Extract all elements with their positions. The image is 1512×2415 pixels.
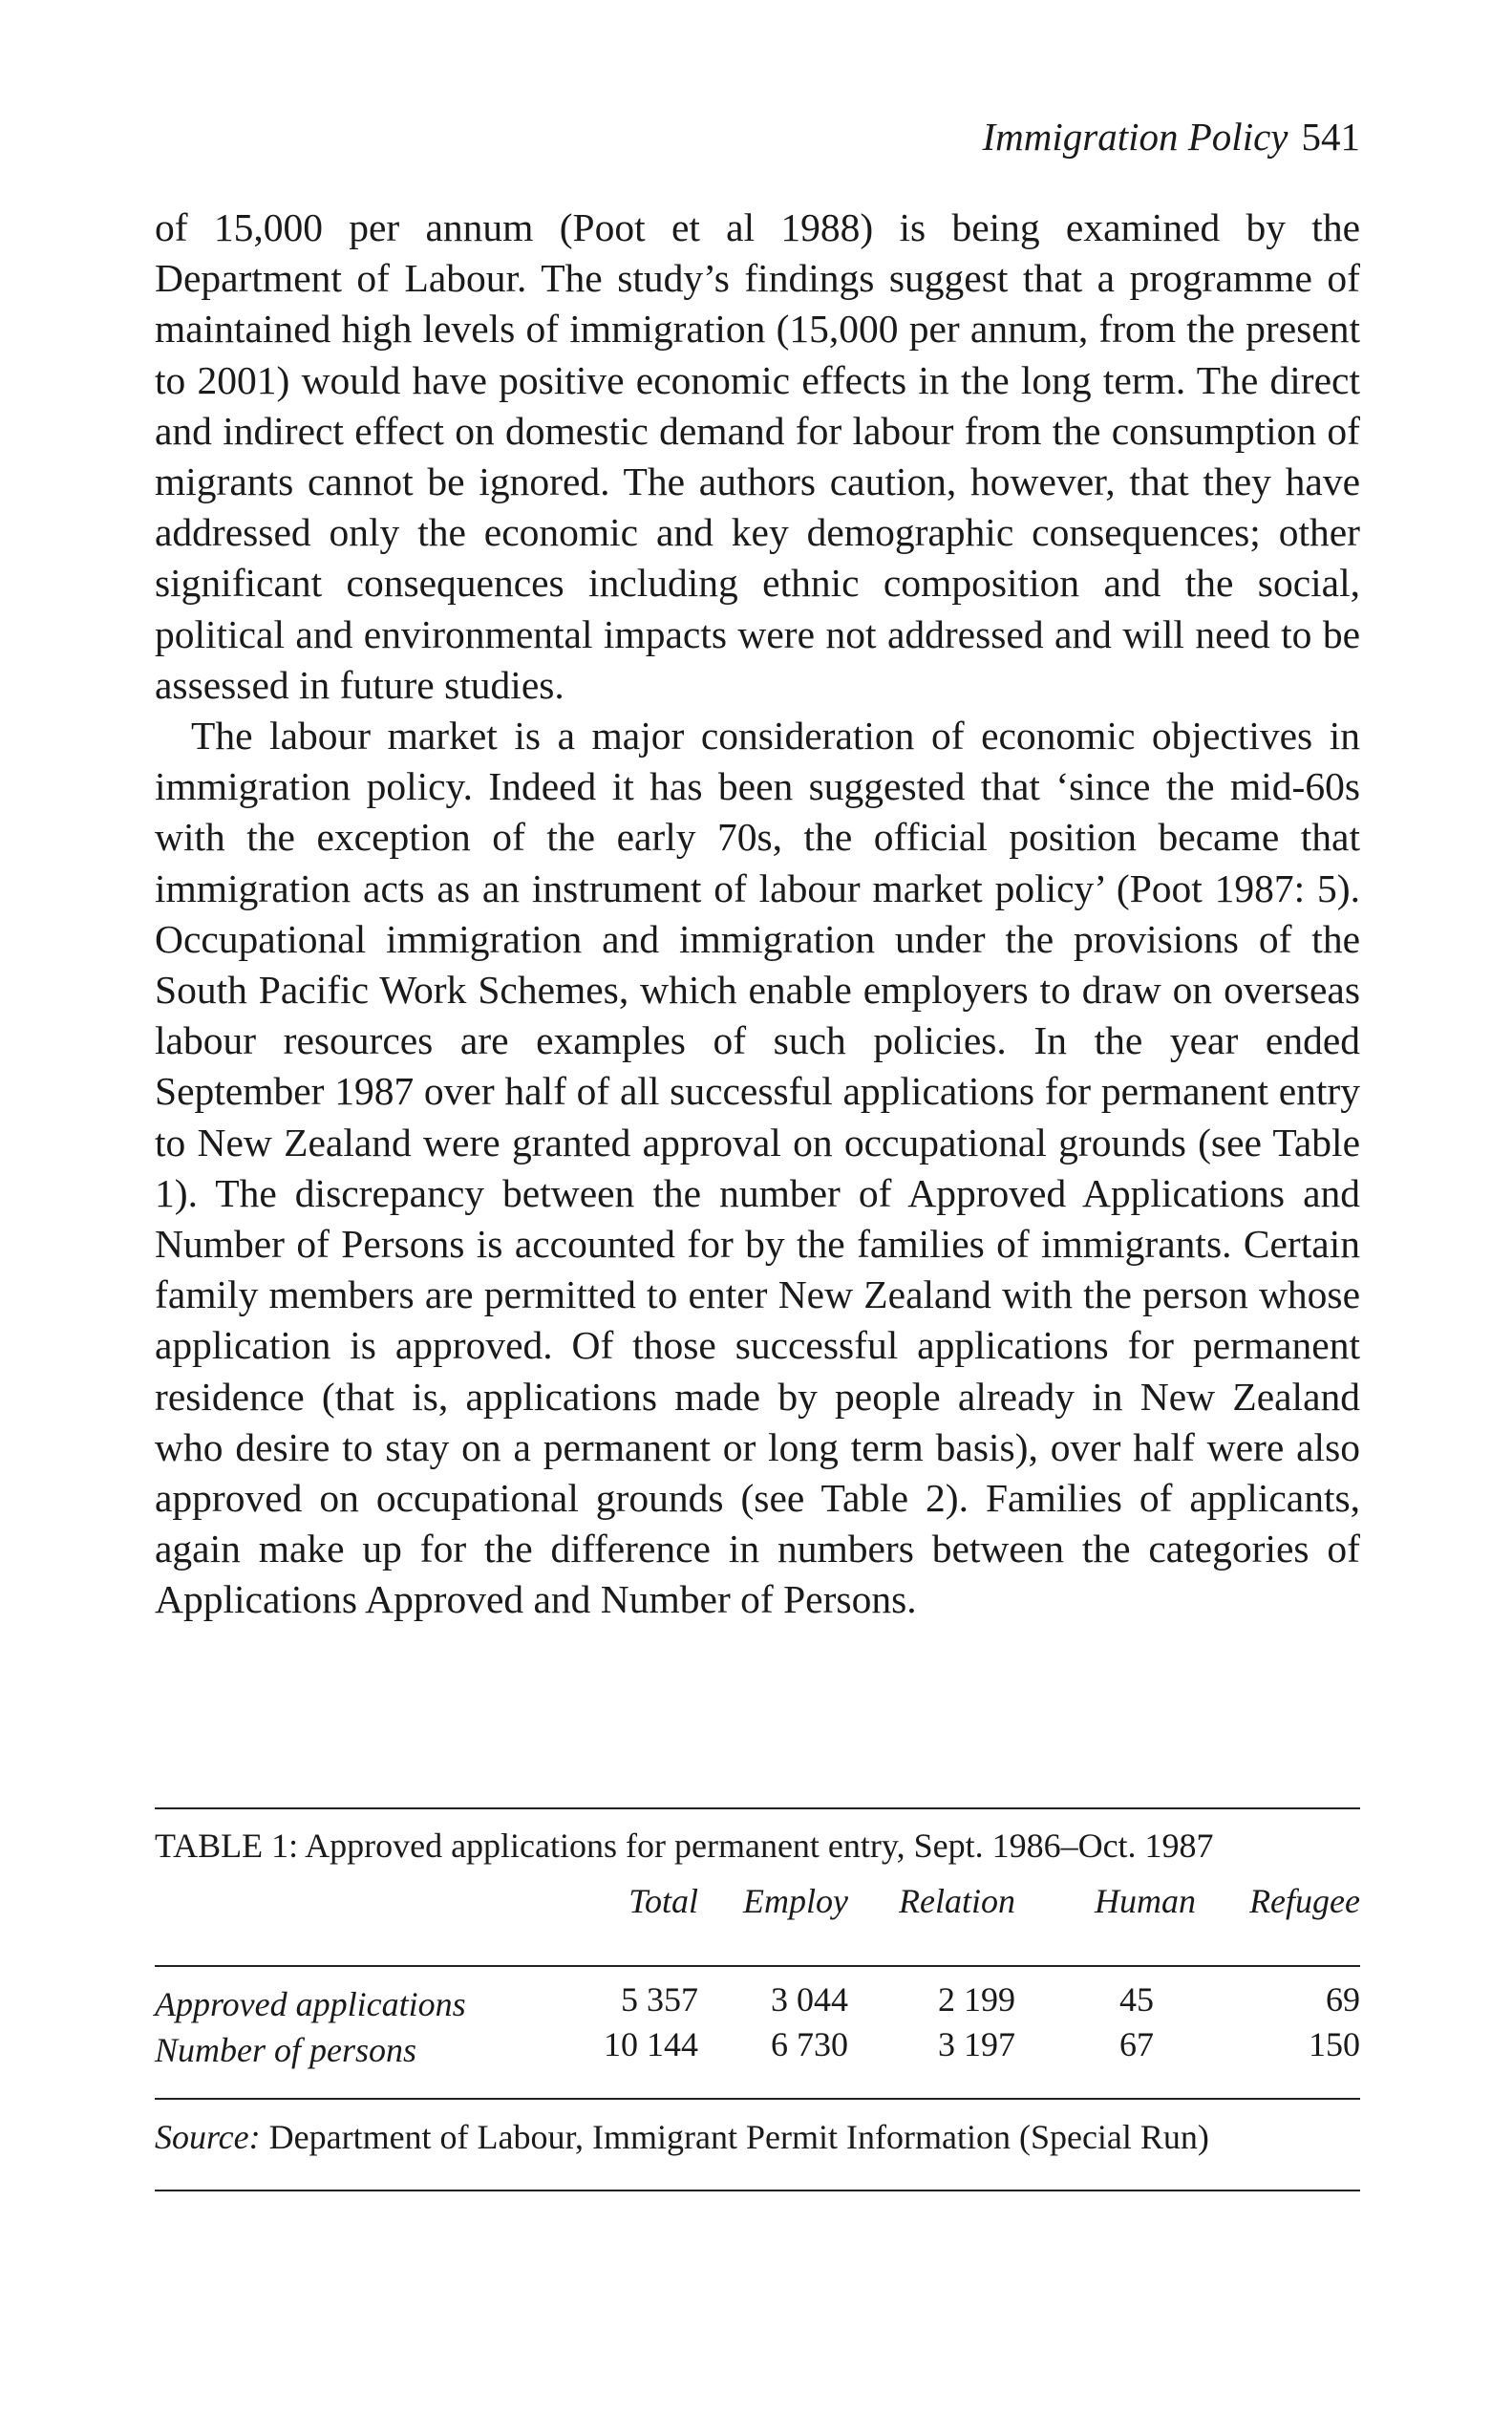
column-header-human: Human (1095, 1882, 1196, 1920)
cell-persons-relation: 3 197 (938, 2025, 1015, 2063)
cell-approved-refugee: 69 (1326, 1980, 1360, 2019)
source-text: Department of Labour, Immigrant Permit Information (Special Run) (268, 2118, 1209, 2156)
table-body-rule (155, 2098, 1360, 2100)
cell-approved-total: 5 357 (621, 1980, 698, 2019)
paragraph-labour-market: The labour market is a major consideration of economic objectives in immigration policy. Indeed it has been suggested that ‘since the mid-60s with the exception of the early 70s, the official position became that immigration acts as an instrument of labour market policy’ (Poot 1987: 5). Occupational immigration and immigration under the provisions of the South Pacific Work Schemes, which enable employers to draw on overseas labour resources are examples of such policies. In the year ended September 1987 over half of all successful applications for permanent entry to New Zealand were granted approval on occupational grounds (see Table 1). The discrepancy between the number of Approved Applications and Number of Persons is accounted for by the families of immigrants. Certain family members are permitted to enter New Zealand with the person whose application is approved. Of those successful applications for permanent residence (that is, applications made by people already in New Zealand who desire to stay on a permanent or long term basis), over half were also approved on occupational grounds (see Table 2). Families of applicants, again make up for the difference in numbers between the categories of Applications Approved and Number of Persons. (155, 714, 1360, 1622)
table-header-rule (155, 1965, 1360, 1967)
cell-persons-human: 67 (1119, 2025, 1154, 2063)
row-label-number-of-persons: Number of persons (155, 2031, 417, 2069)
cell-persons-refugee: 150 (1309, 2025, 1360, 2063)
column-header-relation: Relation (899, 1882, 1015, 1920)
cell-approved-employ: 3 044 (771, 1980, 848, 2019)
table-caption: TABLE 1: Approved applications for permanent entry, Sept. 1986–Oct. 1987 (155, 1827, 1214, 1865)
cell-persons-total: 10 144 (604, 2025, 698, 2063)
table-bottom-rule (155, 2190, 1360, 2191)
cell-approved-human: 45 (1119, 1980, 1154, 2019)
source-lead: Source: (155, 2118, 261, 2156)
cell-persons-employ: 6 730 (771, 2025, 848, 2063)
column-header-refugee: Refugee (1249, 1882, 1360, 1920)
running-head-title: Immigration Policy (982, 115, 1288, 159)
running-head (983, 113, 1360, 160)
column-header-employ: Employ (743, 1882, 848, 1920)
paragraph-continuation: of 15,000 per annum (Poot et al 1988) is being examined by the Department of Labour. The study’s findings suggest that a programme of maintained high levels of immigration (15,000 per annum, from the present to 2001) would have positive economic effects in the long term. The direct and indirect effect on domestic demand for labour from the consumption of migrants cannot be ignored. The authors caution, however, that they have addressed only the economic and key demographic consequences; other significant consequences including ethnic composition and the social, political and environmental impacts were not addressed and will need to be assessed in future studies. (155, 205, 1360, 707)
table-source (155, 2116, 1360, 2158)
page-number: 541 (1301, 115, 1360, 159)
body-text (155, 203, 1360, 1626)
table-top-rule (155, 1807, 1360, 1809)
row-label-approved-applications: Approved applications (155, 1985, 466, 2023)
cell-approved-relation: 2 199 (938, 1980, 1015, 2019)
column-header-total: Total (628, 1882, 698, 1920)
book-page (155, 0, 1360, 2415)
